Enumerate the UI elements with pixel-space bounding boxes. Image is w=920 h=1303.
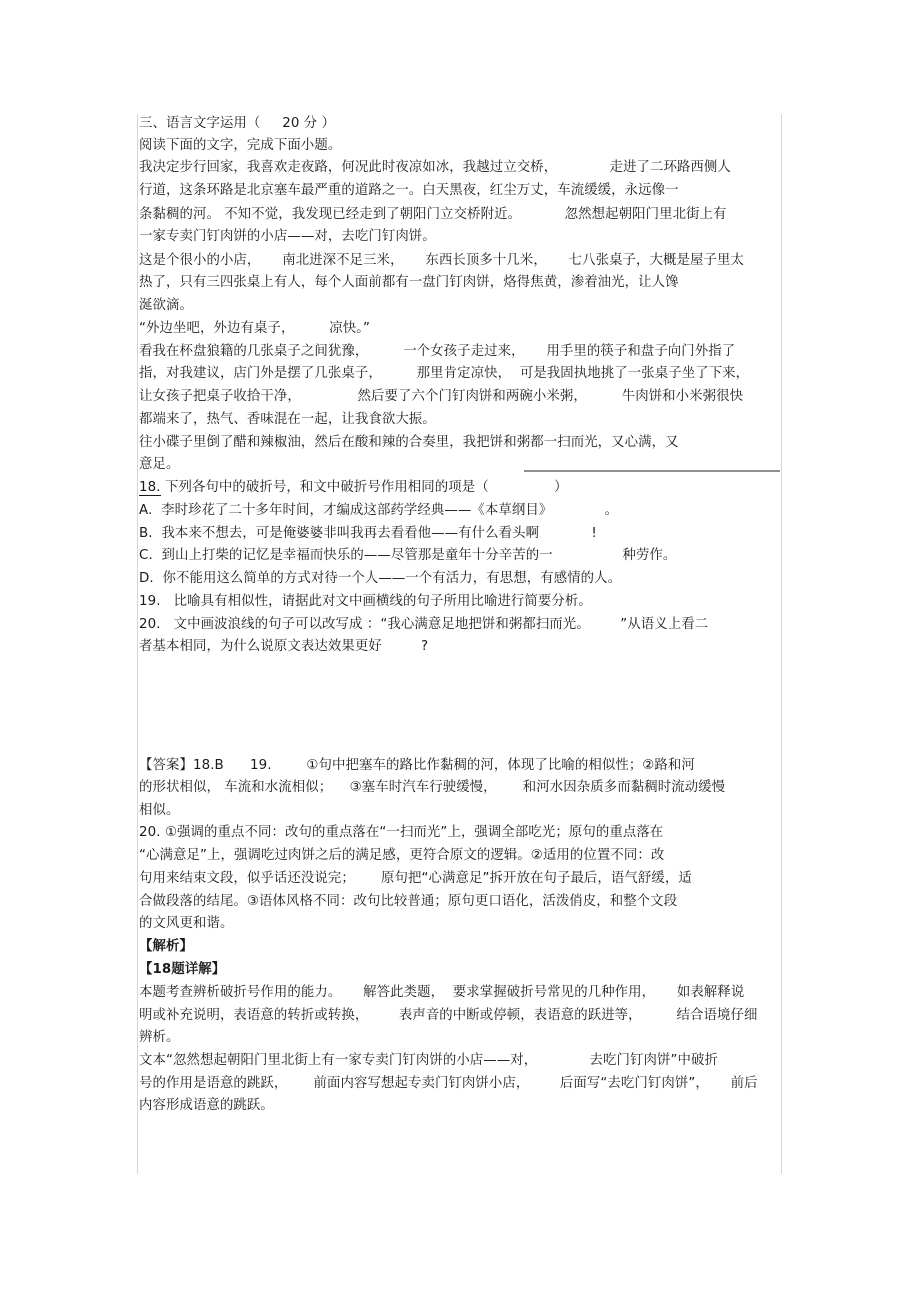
passage-line: 条黏稠的河。 不知不觉，我发现已经走到了朝阳门立交桥附近。 忽然想起朝阳门里北街上有	[139, 207, 727, 222]
passage-line: 我决定步行回家，我喜欢走夜路，何况此时夜凉如冰，我越过立交桥， 走进了二环路西侧人	[139, 160, 731, 175]
answer-20-line: 句用来结束文段，似乎话还没说完； 原句把“心满意足”拆开放在句子最后，语气舒缓，适	[139, 871, 692, 886]
option-a: A. 李时珍花了二十多年时间，才编成这部药学经典——《本草纲目》 。	[139, 503, 619, 518]
left-margin-line	[137, 114, 138, 1174]
passage-line: 看我在杯盘狼籍的几张桌子之间犹豫， 一个女孩子走过来， 用手里的筷子和盘子向门外指了	[139, 344, 736, 359]
analysis-line: 本题考查辨析破折号作用的能力。 解答此类题， 要求掌握破折号常见的几种作用， 如表解释说	[139, 985, 745, 1000]
question-19: 19. 比喻具有相似性，请据此对文中画横线的句子所用比喻进行简要分析。	[139, 594, 592, 609]
answer-line: 的形状相似， 车流和水流相似； ③塞车时汽车行驶缓慢， 和河水因杂质多而黏稠时流动缓慢	[139, 780, 726, 795]
right-margin-line	[781, 114, 782, 1174]
passage-line: 行道，这条环路是北京塞车最严重的道路之一。白天黑夜，红尘万丈，车流缓缓，永远像一	[139, 183, 679, 198]
answer-20-line: 20. ①强调的重点不同：改句的重点落在“一扫而光”上，强调全部吃光；原句的重点落在	[139, 825, 664, 840]
answer-line: 相似。	[139, 803, 180, 818]
passage-line: 指，对我建议，店门外是摆了几张桌子， 那里肯定凉快， 可是我固执地挑了一张桌子坐了下来，	[139, 366, 750, 381]
analysis-line: 文本“忽然想起朝阳门里北街上有一家专卖门钉肉饼的小店——对， 去吃门钉肉饼”中破折	[139, 1053, 718, 1068]
passage-line: 一家专卖门钉肉饼的小店——对，去吃门钉肉饼。	[139, 229, 436, 244]
analysis-line: 明或补充说明，表语意的转折或转换， 表声音的中断或停顿，表语意的跃进等， 结合语境仔细	[139, 1008, 758, 1023]
answer-line: 【答案】18.B 19. ①句中把塞车的路比作黏稠的河，体现了比喻的相似性；②路和河	[139, 758, 695, 773]
passage-line: 涎欲滴。	[139, 298, 193, 313]
answer-20-line: “心满意足”上，强调吃过肉饼之后的满足感，更符合原文的逻辑。②适用的位置不同：改	[139, 848, 665, 863]
answer-20-line: 的文风更和谐。	[139, 916, 234, 931]
question-18	[139, 478, 568, 498]
question-18-number: 18.	[139, 480, 161, 495]
option-d: D. 你不能用这么简单的方式对待一个人——一个有活力，有思想，有感情的人。	[139, 571, 622, 586]
question-18-text: 下列各句中的破折号，和文中破折号作用相同的项是（ ）	[160, 480, 568, 495]
analysis-header: 【解析】	[139, 939, 193, 954]
question-20-line: 20. 文中画波浪线的句子可以改写成 ：“我心满意足地把饼和粥都扫而光。 ”从语义上看二	[139, 617, 709, 632]
passage-line: 往小碟子里倒了醋和辣椒油，然后在酸和辣的合奏里，我把饼和粥都一扫而光，又心满，又	[139, 435, 679, 450]
passage-line: 让女孩子把桌子收拾干净， 然后要了六个门钉肉饼和两碗小米粥， 牛肉饼和小米粥很快	[139, 389, 744, 404]
instruction-text: 阅读下面的文字，完成下面小题。	[139, 138, 342, 153]
passage-line: 都端来了，热气、香味混在一起，让我食欲大振。	[139, 412, 436, 427]
question-20-line: 者基本相同，为什么说原文表达效果更好 ?	[139, 639, 429, 654]
analysis-sub-header: 【18题详解】	[139, 962, 226, 977]
gray-divider-bar	[524, 470, 780, 472]
passage-line: 意足。	[139, 457, 180, 472]
analysis-line: 辨析。	[139, 1030, 180, 1045]
answer-20-line: 合做段落的结尾。③语体风格不同：改句比较普通；原句更口语化，活泼俏皮，和整个文段	[139, 894, 678, 909]
option-c: C. 到山上打柴的记忆是幸福而快乐的——尽管那是童年十分辛苦的一 种劳作。	[139, 548, 677, 563]
analysis-line: 号的作用是语意的跳跃， 前面内容写想起专卖门钉肉饼小店， 后面写“去吃门钉肉饼”， 前后	[139, 1076, 758, 1091]
passage-line: 热了，只有三四张桌上有人，每个人面前都有一盘门钉肉饼，烙得焦黄，渗着油光，让人馋	[139, 275, 679, 290]
section-title: 三、语言文字运用（ 20 分 ）	[139, 116, 336, 131]
passage-line: 这是个很小的小店， 南北进深不足三米， 东西长顶多十几米， 七八张桌子，大概是屋子里太	[139, 253, 744, 268]
analysis-line: 内容形成语意的跳跃。	[139, 1098, 274, 1113]
passage-line: “外边坐吧，外边有桌子， 凉快。”	[139, 321, 371, 336]
option-b: B. 我本来不想去，可是俺婆婆非叫我再去看看他——有什么看头啊 !	[139, 526, 597, 541]
